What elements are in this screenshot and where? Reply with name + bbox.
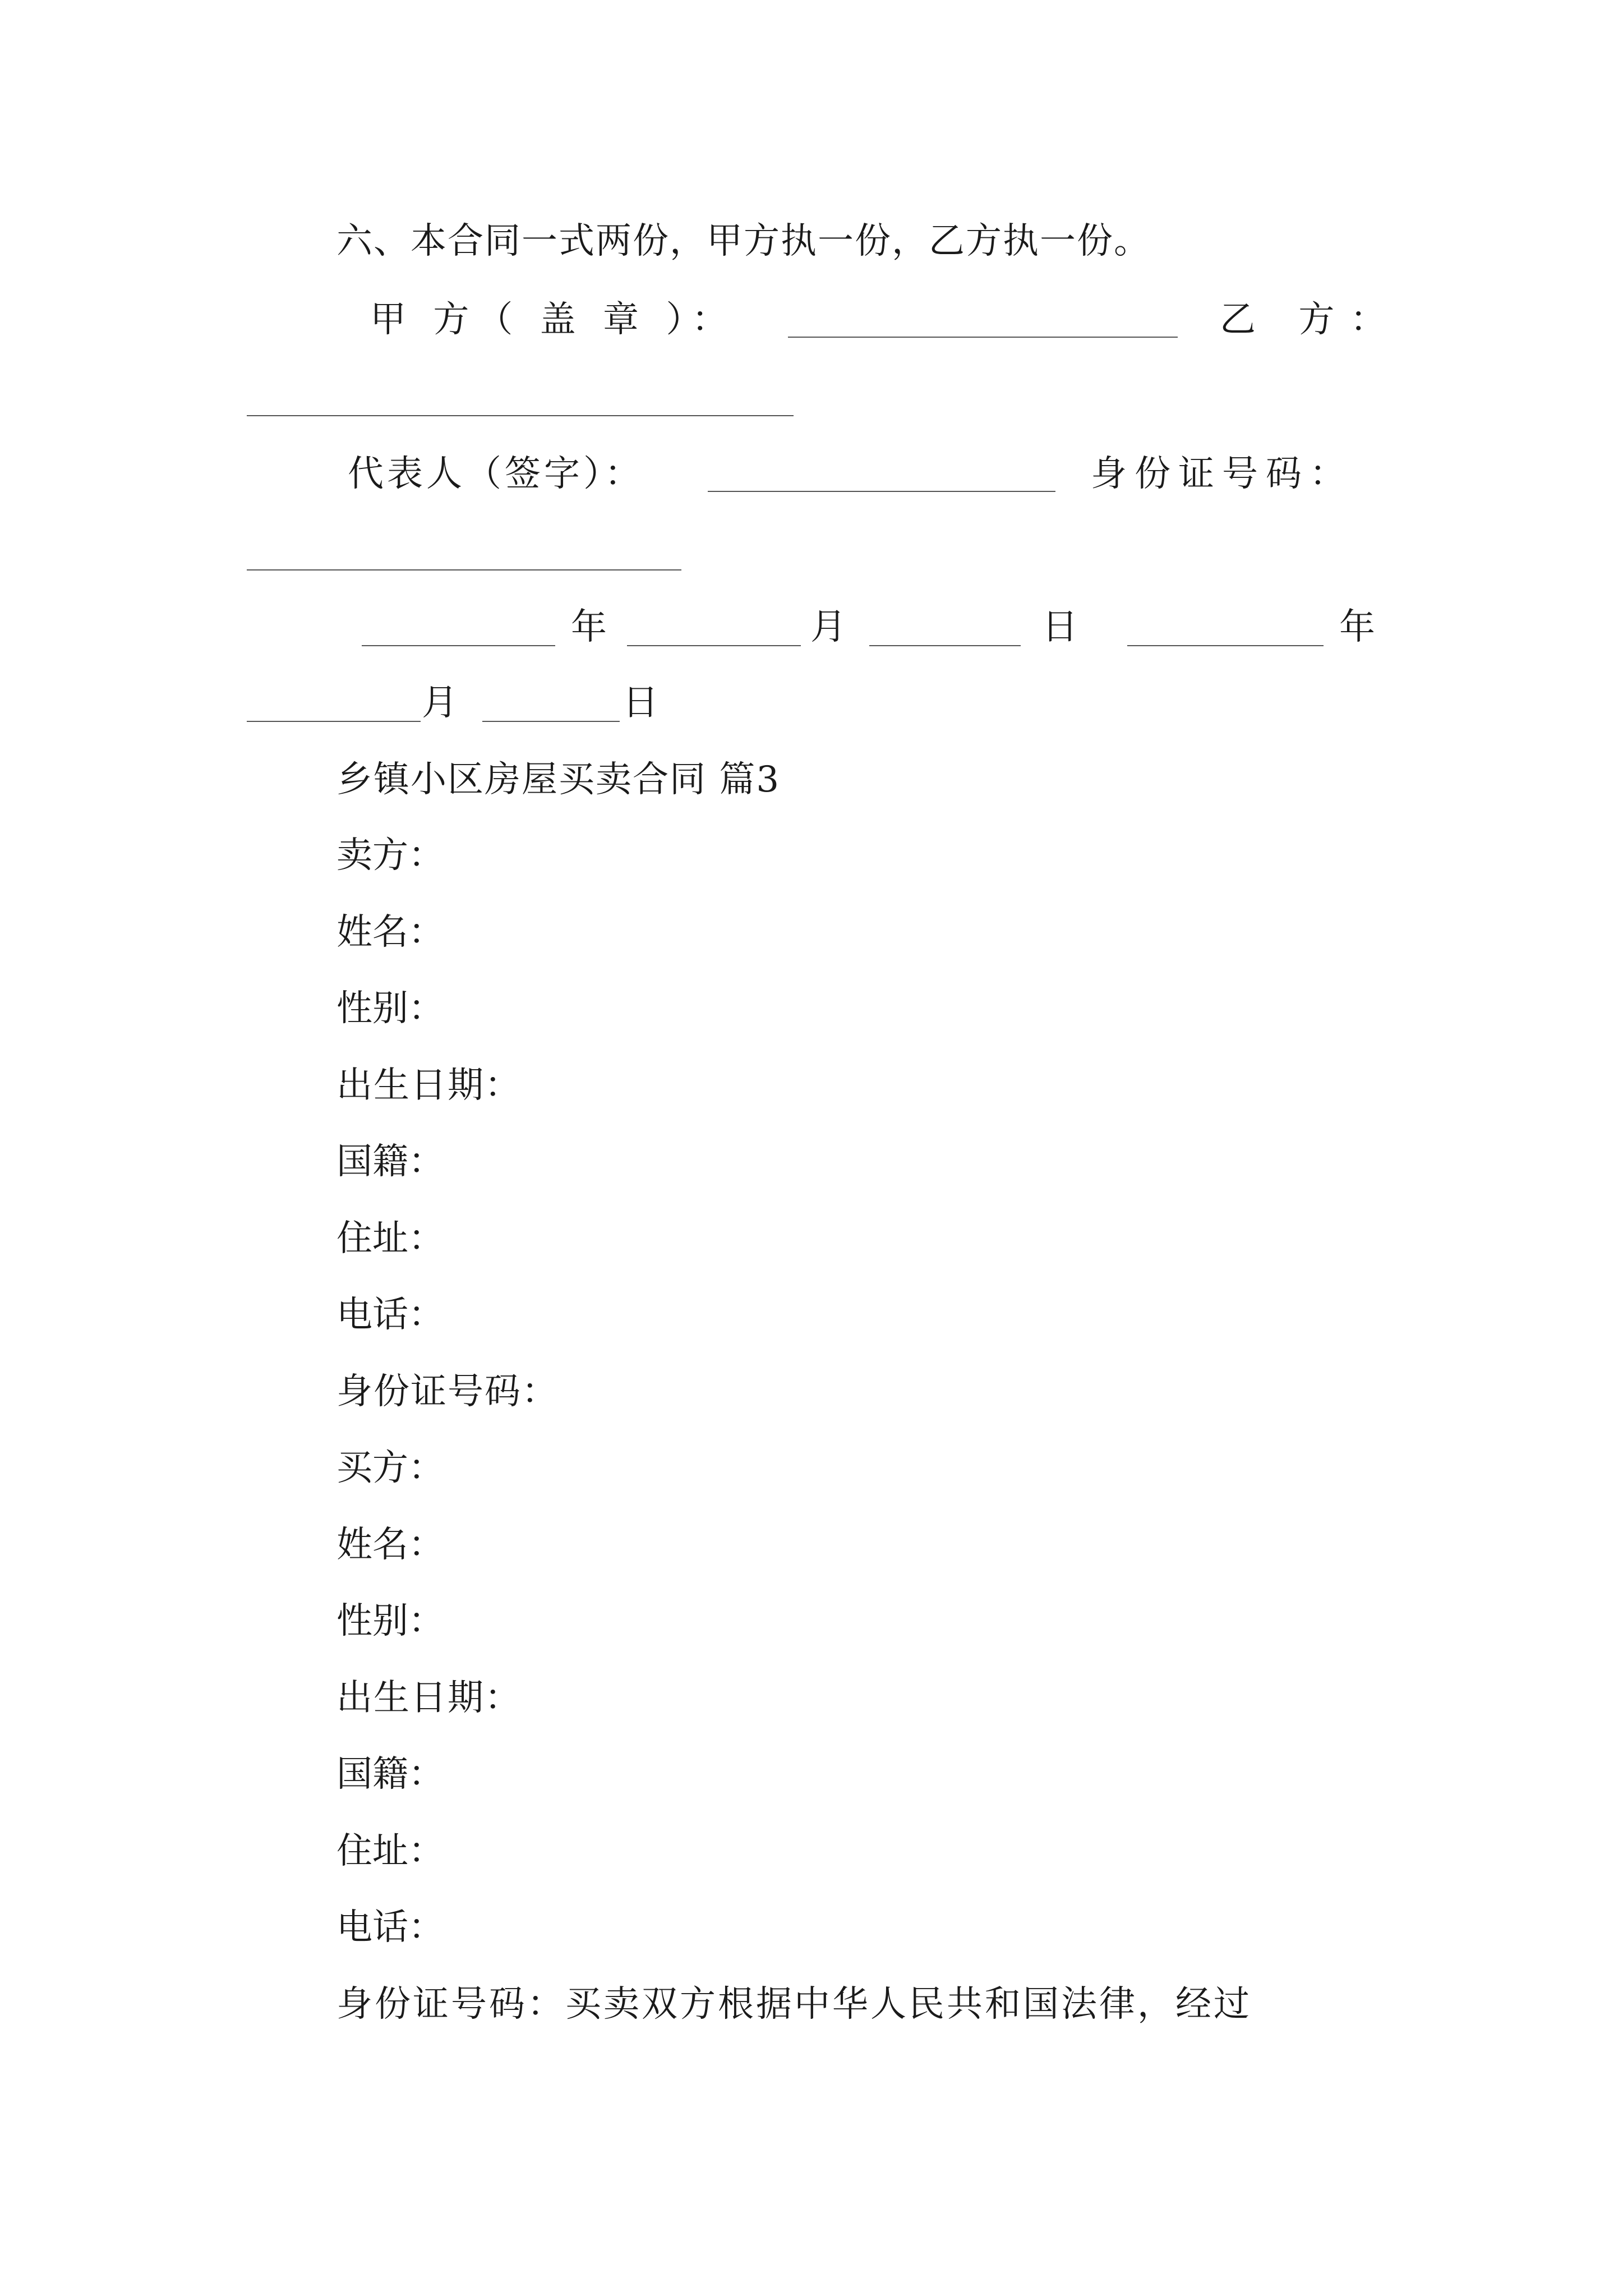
seller-birth-date: 出生日期： (336, 1065, 522, 1106)
party-a-blank[interactable] (788, 337, 1178, 338)
buyer-name: 姓名： (336, 1524, 444, 1566)
buyer-birth-date: 出生日期： (336, 1677, 522, 1719)
seller-phone: 电话： (336, 1294, 444, 1336)
party-a-label: 甲 方（ 盖 章 ）： (370, 299, 736, 341)
seller-address: 住址： (336, 1218, 444, 1259)
year-label-a: 年 (571, 606, 607, 648)
section-title: 乡镇小区房屋买卖合同 篇3 (336, 759, 781, 800)
clause-six: 六、本合同一式两份，甲方执一份，乙方执一份。 (336, 220, 1151, 262)
party-b-label: 乙 方： (1220, 299, 1402, 341)
buyer-gender: 性别： (336, 1600, 444, 1642)
seller-gender: 性别： (336, 988, 444, 1029)
buyer-id-number-text: 身份证号码：买卖双方根据中华人民共和国法律，经过 (336, 1984, 1252, 2025)
month-label-b: 月 (422, 682, 458, 724)
day-blank-a[interactable] (869, 645, 1021, 646)
month-blank-b[interactable] (247, 721, 421, 722)
seller-nationality: 国籍： (336, 1141, 444, 1182)
representative-label: 代表人（签字）： (348, 453, 644, 495)
month-blank-a[interactable] (627, 645, 801, 646)
buyer-nationality: 国籍： (336, 1754, 444, 1795)
month-label-a: 月 (810, 606, 846, 648)
buyer-phone: 电话： (336, 1907, 444, 1948)
year-blank-b[interactable] (1127, 645, 1324, 646)
seller-id-number: 身份证号码： (336, 1371, 559, 1412)
day-label-a: 日 (1042, 606, 1078, 648)
buyer-address: 住址： (336, 1830, 444, 1872)
id-number-blank[interactable] (247, 569, 681, 570)
year-label-b: 年 (1339, 606, 1375, 648)
seller-name: 姓名： (336, 912, 444, 953)
day-blank-b[interactable] (482, 721, 620, 722)
party-b-blank[interactable] (247, 415, 794, 416)
id-number-label: 身份证号码： (1091, 453, 1353, 495)
seller-heading: 卖方： (336, 835, 444, 876)
buyer-heading: 买方： (336, 1447, 444, 1489)
representative-blank[interactable] (708, 491, 1055, 492)
day-label-b: 日 (623, 682, 658, 724)
year-blank-a[interactable] (362, 645, 555, 646)
